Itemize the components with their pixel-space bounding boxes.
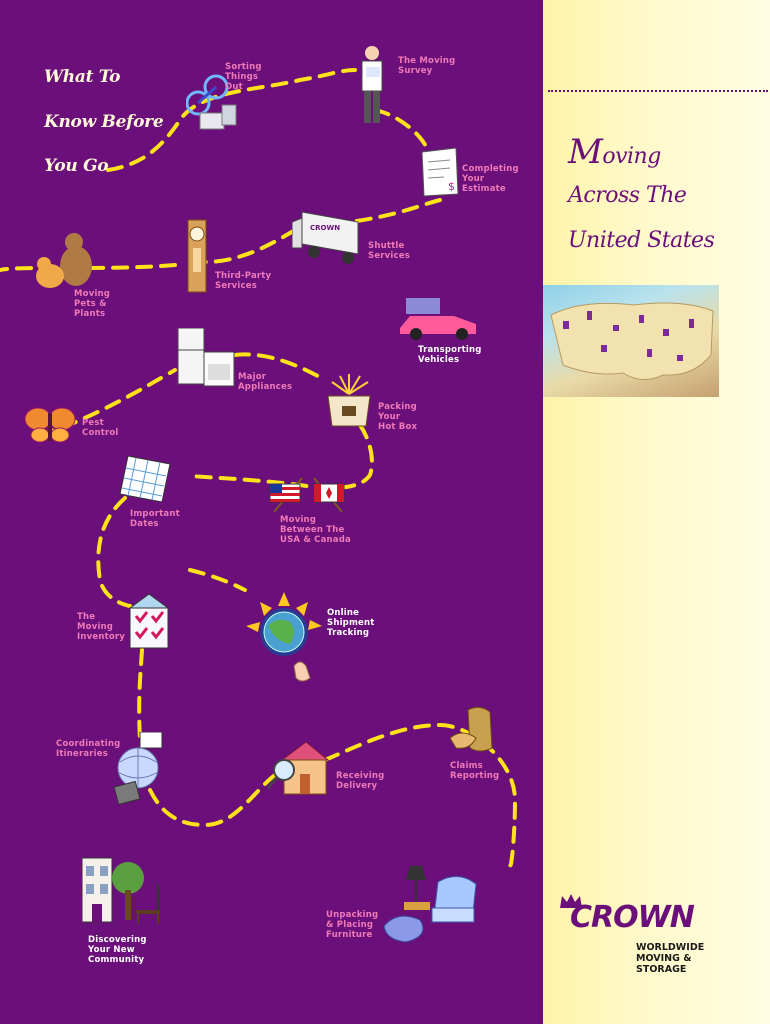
step-label-furniture: Unpacking & Placing Furniture	[326, 910, 379, 940]
step-label-pest: Pest Control	[82, 418, 119, 438]
step-label-survey: The Moving Survey	[398, 56, 456, 76]
step-label-sorting: Sorting Things Out	[225, 62, 262, 92]
butterfly-icon	[24, 405, 76, 449]
heading-line-1: What To	[44, 67, 121, 87]
step-label-itineraries: Coordinating Itineraries	[56, 739, 121, 759]
us-map-icon	[543, 285, 719, 397]
step-label-hotbox: Packing Your Hot Box	[378, 402, 418, 432]
title-line-3: United States	[568, 228, 715, 253]
step-label-inventory: The Moving Inventory	[77, 612, 126, 642]
svg-text:$: $	[448, 180, 455, 193]
estimate-document-icon	[420, 148, 460, 202]
brand-name: CROWN	[570, 900, 694, 935]
step-label-claims: Claims Reporting	[450, 761, 500, 781]
townhouse-tree-bench-icon	[82, 854, 166, 934]
usa-canada-flags-icon	[268, 476, 348, 518]
title-line-2: Across The	[568, 183, 687, 208]
moving-truck-icon	[292, 208, 362, 270]
dotted-divider	[548, 90, 768, 92]
step-label-tracking: Online Shipment Tracking	[327, 608, 375, 638]
surveyor-man-icon	[352, 45, 392, 133]
vase-bowl-icon	[450, 704, 496, 760]
armchair-lamp-rug-icon	[380, 866, 480, 948]
title-rest: oving	[602, 144, 661, 169]
dog-cat-icon	[30, 228, 100, 294]
title-initial: M	[568, 132, 603, 172]
loaded-car-icon	[396, 292, 480, 346]
svg-text:CROWN: CROWN	[310, 224, 341, 232]
step-label-estimate: Completing Your Estimate	[462, 164, 519, 194]
title-line-1	[568, 132, 661, 172]
brand-tagline: WORLDWIDE MOVING & STORAGE	[636, 942, 705, 975]
checklist-house-icon	[126, 592, 172, 654]
calendar-icon	[118, 456, 172, 506]
open-box-icon	[322, 374, 376, 432]
step-label-pets: Moving Pets & Plants	[74, 289, 111, 319]
globe-sun-hand-icon	[246, 592, 326, 690]
step-label-thirdparty: Third-Party Services	[215, 271, 272, 291]
heading-line-3: You Go	[44, 156, 109, 176]
step-label-dates: Important Dates	[130, 509, 180, 529]
house-magnifier-icon	[268, 740, 330, 802]
fridge-stove-icon	[176, 328, 236, 392]
step-label-community: Discovering Your New Community	[88, 935, 147, 965]
grandfather-clock-icon	[182, 218, 212, 298]
step-label-vehicles: Transporting Vehicles	[418, 345, 482, 365]
step-label-canada: Moving Between The USA & Canada	[280, 515, 351, 545]
step-label-appliances: Major Appliances	[238, 372, 293, 392]
step-label-delivery: Receiving Delivery	[336, 771, 385, 791]
heading-line-2: Know Before	[44, 112, 164, 132]
step-label-shuttle: Shuttle Services	[368, 241, 410, 261]
